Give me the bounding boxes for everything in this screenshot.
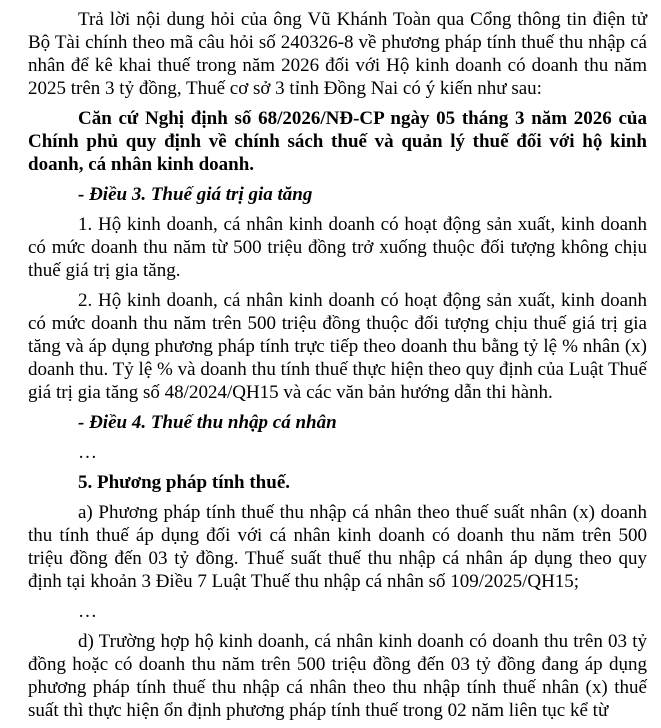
heading-article-3: - Điều 3. Thuế giá trị gia tăng [78, 184, 313, 205]
paragraph-point-a: a) Phương pháp tính thuế thu nhập cá nhân theo thuế suất nhân (x) doanh thu tính thuế áp dụng đối với cá nhân kinh doanh có doanh thu năm trên 500 triệu đồng đến 03 tỷ đồng. Thuế suất thuế thu nhập cá nhân áp dụng theo quy định tại khoản 3 Điều 7 Luật Thuế thu nhập cá nhân số 109/2025/QH15; [28, 502, 647, 592]
ellipsis-1: … [78, 442, 99, 463]
paragraph-intro: Trả lời nội dung hỏi của ông Vũ Khánh Toàn qua Cổng thông tin điện tử Bộ Tài chính theo mã câu hỏi số 240326-8 về phương pháp tính thuế thu nhập cá nhân để kê khai thuế trong năm 2026 đối với Hộ kinh doanh có doanh thu năm 2025 trên 3 tỷ đồng, Thuế cơ sở 3 tỉnh Đồng Nai có ý kiến như sau: [28, 9, 647, 99]
heading-article-4: - Điều 4. Thuế thu nhập cá nhân [78, 412, 337, 433]
paragraph-point-d: d) Trường hợp hộ kinh doanh, cá nhân kinh doanh có doanh thu trên 03 tỷ đồng hoặc có doanh thu năm trên 500 triệu đồng đến 03 tỷ đồng đang áp dụng phương pháp tính thuế thu nhập cá nhân theo thu nhập tính thuế nhân (x) thuế suất thì thực hiện ổn định phương pháp tính thuế trong 02 năm liên tục kể từ [28, 631, 647, 721]
paragraph-clause-1: 1. Hộ kinh doanh, cá nhân kinh doanh có hoạt động sản xuất, kinh doanh có mức doanh thu năm từ 500 triệu đồng trở xuống thuộc đối tượng không chịu thuế giá trị gia tăng. [28, 214, 647, 281]
ellipsis-2: … [78, 601, 99, 622]
heading-section-5: 5. Phương pháp tính thuế. [78, 472, 290, 493]
paragraph-clause-2: 2. Hộ kinh doanh, cá nhân kinh doanh có hoạt động sản xuất, kinh doanh có mức doanh thu năm trên 500 triệu đồng thuộc đối tượng chịu thuế giá trị gia tăng và áp dụng phương pháp tính trực tiếp theo doanh thu bằng tỷ lệ % nhân (x) doanh thu. Tỷ lệ % và doanh thu tính thuế thực hiện theo quy định của Luật Thuế giá trị gia tăng số 48/2024/QH15 và các văn bản hướng dẫn thi hành. [28, 290, 647, 403]
paragraph-legal-basis: Căn cứ Nghị định số 68/2026/NĐ-CP ngày 05 tháng 3 năm 2026 của Chính phủ quy định về chính sách thuế và quản lý thuế đối với hộ kinh doanh, cá nhân kinh doanh. [28, 108, 647, 175]
